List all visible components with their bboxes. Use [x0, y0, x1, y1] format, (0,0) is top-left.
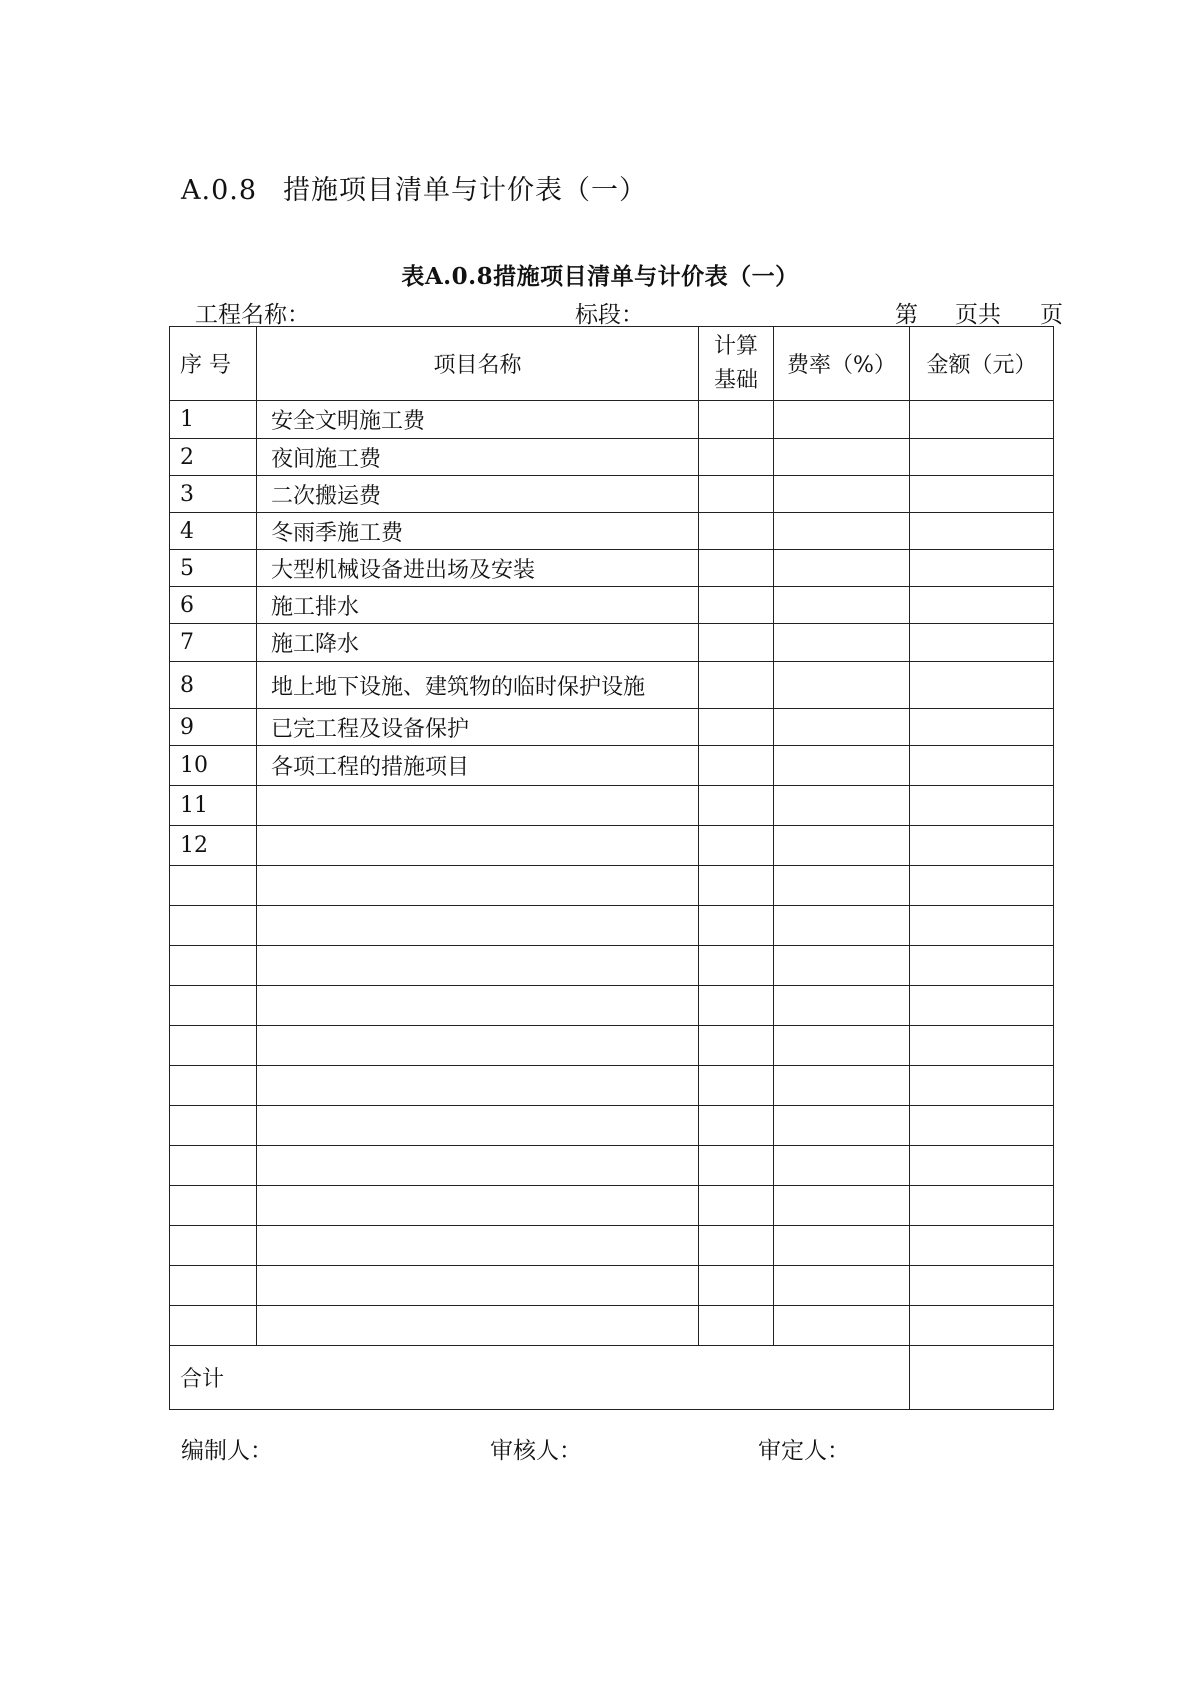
row-rate — [774, 906, 910, 946]
row-name: 安全文明施工费 — [257, 401, 699, 439]
row-amount — [910, 662, 1054, 709]
row-amount — [910, 401, 1054, 439]
table-title: 表A.0.8措施项目清单与计价表（一） — [401, 263, 799, 290]
row-name: 大型机械设备进出场及安装 — [257, 550, 699, 587]
row-basis — [699, 786, 774, 826]
row-amount — [910, 587, 1054, 624]
row-name — [257, 1066, 699, 1106]
row-rate — [774, 1066, 910, 1106]
row-basis — [699, 1026, 774, 1066]
table-row-blank — [170, 946, 1054, 986]
row-rate — [774, 746, 910, 786]
row-amount — [910, 826, 1054, 866]
row-basis — [699, 1226, 774, 1266]
reviewer-label: 审核人： — [490, 1438, 582, 1464]
row-amount — [910, 1226, 1054, 1266]
row-seq: 4 — [170, 513, 257, 550]
section-title: 措施项目清单与计价表（一） — [283, 175, 648, 206]
row-seq — [170, 1226, 257, 1266]
measures-table — [169, 326, 1054, 1410]
row-basis — [699, 513, 774, 550]
row-seq: 9 — [170, 709, 257, 746]
row-seq — [170, 946, 257, 986]
header-row — [170, 327, 1054, 401]
row-rate — [774, 946, 910, 986]
header-name: 项目名称 — [257, 327, 699, 401]
row-name: 二次搬运费 — [257, 476, 699, 513]
table-row — [170, 709, 1054, 746]
row-seq: 5 — [170, 550, 257, 587]
table-row — [170, 439, 1054, 476]
table-row-blank — [170, 1066, 1054, 1106]
header-basis-line1: 计算 — [713, 333, 758, 359]
page-label-suffix: 页 — [1040, 302, 1063, 328]
project-name-label: 工程名称： — [195, 302, 310, 328]
row-rate — [774, 587, 910, 624]
row-amount — [910, 746, 1054, 786]
row-basis — [699, 746, 774, 786]
table-row — [170, 826, 1054, 866]
row-seq: 12 — [170, 826, 257, 866]
row-rate — [774, 1226, 910, 1266]
row-rate — [774, 1146, 910, 1186]
row-amount — [910, 866, 1054, 906]
table-row-blank — [170, 1186, 1054, 1226]
row-seq — [170, 1186, 257, 1226]
row-amount — [910, 906, 1054, 946]
row-basis — [699, 1106, 774, 1146]
table-row-blank — [170, 1266, 1054, 1306]
row-name — [257, 1146, 699, 1186]
row-seq — [170, 986, 257, 1026]
table-row — [170, 746, 1054, 786]
row-seq: 11 — [170, 786, 257, 826]
row-basis — [699, 906, 774, 946]
row-name: 各项工程的措施项目 — [257, 746, 699, 786]
row-rate — [774, 662, 910, 709]
table-row-blank — [170, 1026, 1054, 1066]
row-name — [257, 786, 699, 826]
row-rate — [774, 476, 910, 513]
row-amount — [910, 476, 1054, 513]
row-name — [257, 1106, 699, 1146]
row-seq — [170, 906, 257, 946]
row-seq: 10 — [170, 746, 257, 786]
row-rate — [774, 826, 910, 866]
row-basis — [699, 1266, 774, 1306]
row-basis — [699, 439, 774, 476]
row-name: 施工排水 — [257, 587, 699, 624]
row-name: 施工降水 — [257, 624, 699, 662]
row-basis — [699, 946, 774, 986]
table-row — [170, 513, 1054, 550]
row-rate — [774, 1106, 910, 1146]
row-name — [257, 1186, 699, 1226]
row-seq: 2 — [170, 439, 257, 476]
row-rate — [774, 709, 910, 746]
total-label: 合计 — [170, 1346, 910, 1410]
header-amount: 金额（元） — [910, 327, 1054, 401]
total-amount — [910, 1346, 1054, 1410]
row-rate — [774, 513, 910, 550]
row-name — [257, 866, 699, 906]
row-rate — [774, 1026, 910, 1066]
preparer-label: 编制人： — [181, 1438, 273, 1464]
row-seq — [170, 1146, 257, 1186]
row-amount — [910, 786, 1054, 826]
row-name — [257, 1026, 699, 1066]
header-basis — [699, 327, 774, 401]
row-name: 已完工程及设备保护 — [257, 709, 699, 746]
row-seq: 6 — [170, 587, 257, 624]
row-seq: 8 — [170, 662, 257, 709]
header-basis-line2: 基础 — [713, 367, 758, 393]
row-rate — [774, 439, 910, 476]
row-basis — [699, 662, 774, 709]
row-seq — [170, 1266, 257, 1306]
row-seq: 1 — [170, 401, 257, 439]
row-amount — [910, 1306, 1054, 1346]
approver-label: 审定人： — [758, 1438, 850, 1464]
row-basis — [699, 709, 774, 746]
row-basis — [699, 476, 774, 513]
row-name — [257, 986, 699, 1026]
table-row — [170, 587, 1054, 624]
row-basis — [699, 866, 774, 906]
row-rate — [774, 1266, 910, 1306]
row-amount — [910, 946, 1054, 986]
table-row-blank — [170, 1146, 1054, 1186]
row-amount — [910, 1186, 1054, 1226]
row-amount — [910, 513, 1054, 550]
row-amount — [910, 1106, 1054, 1146]
row-basis — [699, 1306, 774, 1346]
row-amount — [910, 709, 1054, 746]
row-name: 地上地下设施、建筑物的临时保护设施 — [257, 662, 699, 709]
row-seq — [170, 1306, 257, 1346]
row-rate — [774, 786, 910, 826]
table-row-blank — [170, 866, 1054, 906]
row-seq: 3 — [170, 476, 257, 513]
page-label-mid: 页共 — [955, 302, 1001, 328]
row-seq — [170, 1026, 257, 1066]
table-row-blank — [170, 1226, 1054, 1266]
table-row — [170, 476, 1054, 513]
table-row — [170, 662, 1054, 709]
row-basis — [699, 1186, 774, 1226]
row-rate — [774, 1186, 910, 1226]
row-basis — [699, 986, 774, 1026]
row-name: 冬雨季施工费 — [257, 513, 699, 550]
row-amount — [910, 550, 1054, 587]
total-row — [170, 1346, 1054, 1410]
row-amount — [910, 1146, 1054, 1186]
section-code: A.0.8 — [181, 175, 258, 206]
row-name — [257, 946, 699, 986]
section-heading — [181, 168, 647, 207]
row-name — [257, 826, 699, 866]
header-rate: 费率（%） — [774, 327, 910, 401]
row-rate — [774, 550, 910, 587]
page-label-prefix: 第 — [895, 302, 918, 328]
row-amount — [910, 1066, 1054, 1106]
row-amount — [910, 1266, 1054, 1306]
header-seq: 序 号 — [170, 327, 257, 401]
table-row — [170, 624, 1054, 662]
row-basis — [699, 550, 774, 587]
row-basis — [699, 1146, 774, 1186]
row-basis — [699, 401, 774, 439]
row-name — [257, 1226, 699, 1266]
row-rate — [774, 986, 910, 1026]
row-basis — [699, 624, 774, 662]
row-rate — [774, 1306, 910, 1346]
row-seq — [170, 1066, 257, 1106]
row-name — [257, 1266, 699, 1306]
row-seq: 7 — [170, 624, 257, 662]
table-row-blank — [170, 906, 1054, 946]
table-row — [170, 401, 1054, 439]
row-amount — [910, 439, 1054, 476]
table-row — [170, 550, 1054, 587]
row-rate — [774, 401, 910, 439]
row-name — [257, 1306, 699, 1346]
row-rate — [774, 624, 910, 662]
row-rate — [774, 866, 910, 906]
row-amount — [910, 1026, 1054, 1066]
row-seq — [170, 1106, 257, 1146]
table-row-blank — [170, 1306, 1054, 1346]
row-amount — [910, 624, 1054, 662]
row-name: 夜间施工费 — [257, 439, 699, 476]
table-row-blank — [170, 1106, 1054, 1146]
row-basis — [699, 1066, 774, 1106]
row-seq — [170, 866, 257, 906]
row-name — [257, 906, 699, 946]
row-amount — [910, 986, 1054, 1026]
table-row-blank — [170, 986, 1054, 1026]
row-basis — [699, 587, 774, 624]
row-basis — [699, 826, 774, 866]
table-row — [170, 786, 1054, 826]
section-label: 标段： — [575, 302, 644, 328]
table-body — [170, 327, 1054, 1410]
